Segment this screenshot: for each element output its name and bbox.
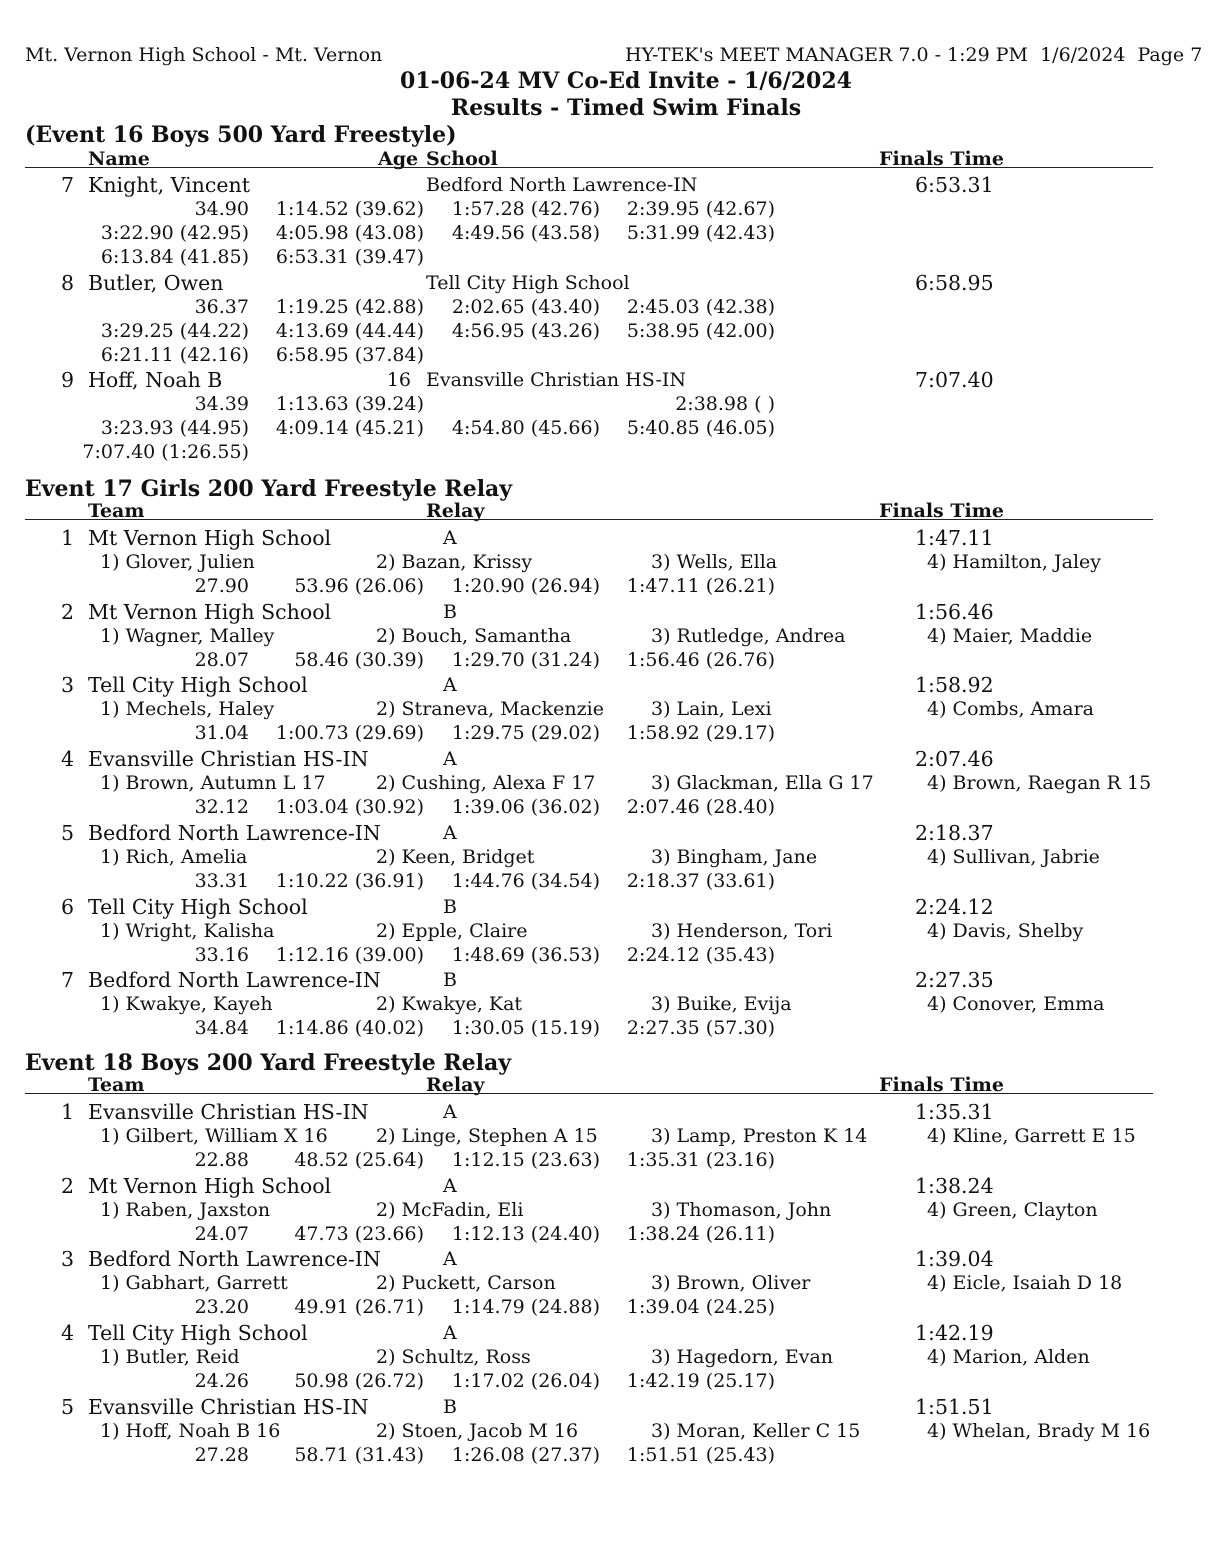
relay-letter: A [443, 1101, 457, 1123]
split-time: 1:12.16 (39.00) [275, 943, 424, 966]
split-time: 1:51.51 (25.43) [626, 1443, 775, 1466]
relay-swimmer: 3) Glackman, Ella G 17 [651, 772, 874, 795]
relay-letter: A [443, 1174, 457, 1197]
team-name: Bedford North Lawrence-IN [88, 968, 381, 993]
relay-swimmer: 1) Gabhart, Garrett [100, 1272, 288, 1295]
relay-swimmer: 1) Glover, Julien [100, 551, 255, 573]
relay-swimmer: 1) Butler, Reid [100, 1346, 240, 1369]
relay-swimmer: 2) Bazan, Krissy [376, 551, 533, 573]
relay-letter: A [443, 1322, 457, 1345]
result-place: 6 [60, 894, 74, 919]
team-name: Evansville Christian HS-IN [88, 1394, 369, 1419]
split-time: 6:53.31 (39.47) [275, 246, 424, 268]
split-time: 4:56.95 (43.26) [451, 320, 600, 342]
col-header-team: Team [88, 1074, 145, 1096]
split-time: 1:29.70 (31.24) [451, 648, 600, 671]
event-16-header-rule [25, 167, 1153, 168]
swimmer-name: Hoff, Noah B [88, 368, 223, 392]
swimmer-age: 16 [386, 369, 411, 391]
result-place: 5 [60, 1394, 74, 1419]
split-time: 28.07 [194, 648, 249, 671]
split-time: 1:12.15 (23.63) [451, 1149, 600, 1171]
relay-swimmer: 4) Marion, Alden [927, 1346, 1090, 1369]
split-time: 1:58.92 (29.17) [626, 722, 775, 745]
split-time: 1:39.06 (36.02) [451, 796, 600, 819]
relay-swimmer: 2) Kwakye, Kat [376, 993, 523, 1016]
team-name: Mt Vernon High School [88, 1173, 332, 1198]
relay-letter: A [443, 674, 457, 697]
team-name: Evansville Christian HS-IN [88, 1100, 369, 1124]
split-time: 47.73 (23.66) [294, 1222, 424, 1245]
relay-swimmer: 1) Wright, Kalisha [100, 919, 275, 942]
split-time: 5:31.99 (42.43) [626, 222, 775, 244]
finals-time: 1:38.24 [915, 1173, 994, 1198]
relay-swimmer: 1) Raben, Jaxston [100, 1198, 271, 1221]
school-name: Tell City High School [426, 272, 630, 294]
split-time: 1:35.31 (23.16) [626, 1149, 775, 1171]
relay-swimmer: 3) Moran, Keller C 15 [651, 1419, 861, 1442]
relay-swimmer: 4) Hamilton, Jaley [927, 551, 1101, 573]
split-time: 31.04 [194, 722, 249, 745]
relay-swimmer: 4) Kline, Garrett E 15 [927, 1125, 1136, 1147]
relay-swimmer: 2) Linge, Stephen A 15 [376, 1125, 598, 1147]
relay-swimmer: 3) Rutledge, Andrea [651, 624, 846, 647]
relay-swimmer: 3) Brown, Oliver [651, 1272, 811, 1295]
finals-time: 2:27.35 [915, 968, 994, 993]
event-16-title: (Event 16 Boys 500 Yard Freestyle) [25, 122, 457, 148]
relay-swimmer: 3) Bingham, Jane [651, 845, 818, 868]
relay-swimmer: 2) Keen, Bridget [376, 845, 535, 868]
finals-time: 7:07.40 [915, 368, 994, 392]
split-time: 1:48.69 (36.53) [451, 943, 600, 966]
split-time: 1:38.24 (26.11) [626, 1222, 775, 1245]
split-time: 1:20.90 (26.94) [451, 575, 600, 597]
team-name: Bedford North Lawrence-IN [88, 1247, 381, 1272]
col-header-team: Team [88, 500, 145, 522]
split-time: 1:14.79 (24.88) [451, 1296, 600, 1319]
event-17-title: Event 17 Girls 200 Yard Freestyle Relay [25, 476, 513, 502]
relay-swimmer: 2) Bouch, Samantha [376, 624, 572, 647]
school-name: Evansville Christian HS-IN [426, 369, 686, 391]
split-time: 6:21.11 (42.16) [100, 344, 249, 366]
team-name: Mt Vernon High School [88, 599, 332, 624]
split-time: 48.52 (25.64) [294, 1149, 424, 1171]
relay-swimmer: 1) Kwakye, Kayeh [100, 993, 273, 1016]
meet-title: 01-06-24 MV Co-Ed Invite - 1/6/2024 [400, 68, 852, 94]
relay-letter: A [443, 1248, 457, 1271]
finals-time: 6:58.95 [915, 271, 994, 295]
finals-time: 2:24.12 [915, 894, 994, 919]
split-time: 58.46 (30.39) [294, 648, 424, 671]
split-time: 58.71 (31.43) [294, 1443, 424, 1466]
swimmer-name: Knight, Vincent [88, 173, 250, 197]
header-software-info: HY-TEK's MEET MANAGER 7.0 - 1:29 PM 1/6/2024 Page 7 [625, 44, 1203, 66]
split-time: 2:39.95 (42.67) [626, 198, 775, 220]
relay-swimmer: 3) Lamp, Preston K 14 [651, 1125, 868, 1147]
split-time: 3:29.25 (44.22) [100, 320, 249, 342]
result-place: 7 [60, 968, 74, 993]
relay-swimmer: 1) Mechels, Haley [100, 698, 275, 721]
relay-swimmer: 3) Thomason, John [651, 1198, 832, 1221]
relay-letter: B [443, 1395, 457, 1418]
split-time: 2:02.65 (43.40) [451, 296, 600, 318]
relay-swimmer: 4) Eicle, Isaiah D 18 [927, 1272, 1123, 1295]
split-time: 1:14.86 (40.02) [275, 1017, 424, 1040]
team-name: Tell City High School [88, 673, 308, 698]
split-time: 1:13.63 (39.24) [275, 393, 424, 415]
col-header-finals-time: Finals Time [879, 500, 1004, 522]
split-time: 7:07.40 (1:26.55) [82, 441, 249, 463]
relay-swimmer: 4) Sullivan, Jabrie [927, 845, 1100, 868]
split-time: 2:18.37 (33.61) [626, 869, 775, 892]
split-time: 33.16 [194, 943, 249, 966]
result-place: 8 [60, 271, 74, 295]
relay-swimmer: 3) Buike, Evija [651, 993, 792, 1016]
finals-time: 1:58.92 [915, 673, 994, 698]
relay-swimmer: 4) Whelan, Brady M 16 [927, 1419, 1151, 1442]
relay-swimmer: 2) Stoen, Jacob M 16 [376, 1419, 579, 1442]
split-time: 27.28 [194, 1443, 249, 1466]
split-time: 2:24.12 (35.43) [626, 943, 775, 966]
event-18-title: Event 18 Boys 200 Yard Freestyle Relay [25, 1050, 512, 1076]
col-header-age: Age [378, 148, 419, 170]
split-time: 1:39.04 (24.25) [626, 1296, 775, 1319]
split-time: 1:12.13 (24.40) [451, 1222, 600, 1245]
col-header-finals-time: Finals Time [879, 1074, 1004, 1096]
split-time: 1:29.75 (29.02) [451, 722, 600, 745]
split-time: 1:17.02 (26.04) [451, 1370, 600, 1393]
split-time: 1:56.46 (26.76) [626, 648, 775, 671]
result-place: 3 [60, 1247, 74, 1272]
result-place: 5 [60, 820, 74, 845]
result-place: 3 [60, 673, 74, 698]
split-time: 24.07 [194, 1222, 249, 1245]
finals-time: 6:53.31 [915, 173, 994, 197]
split-time: 2:38.98 ( ) [675, 393, 775, 415]
split-time: 53.96 (26.06) [294, 575, 424, 597]
split-time: 3:23.93 (44.95) [100, 417, 249, 439]
school-name: Bedford North Lawrence-IN [426, 174, 698, 196]
split-time: 1:00.73 (29.69) [275, 722, 424, 745]
team-name: Mt Vernon High School [88, 526, 332, 550]
split-time: 4:05.98 (43.08) [275, 222, 424, 244]
split-time: 5:38.95 (42.00) [626, 320, 775, 342]
split-time: 5:40.85 (46.05) [626, 417, 775, 439]
relay-swimmer: 4) Davis, Shelby [927, 919, 1084, 942]
relay-swimmer: 1) Brown, Autumn L 17 [100, 772, 326, 795]
split-time: 32.12 [194, 796, 249, 819]
relay-swimmer: 3) Lain, Lexi [651, 698, 772, 721]
relay-swimmer: 3) Henderson, Tori [651, 919, 833, 942]
split-time: 34.90 [194, 198, 249, 220]
col-header-relay: Relay [426, 500, 485, 522]
finals-time: 1:42.19 [915, 1321, 994, 1346]
team-name: Bedford North Lawrence-IN [88, 820, 381, 845]
split-time: 2:27.35 (57.30) [626, 1017, 775, 1040]
result-place: 9 [60, 368, 74, 392]
col-header-relay: Relay [426, 1074, 485, 1096]
split-time: 1:26.08 (27.37) [451, 1443, 600, 1466]
col-header-name: Name [88, 148, 150, 170]
finals-time: 1:39.04 [915, 1247, 994, 1272]
split-time: 36.37 [194, 296, 249, 318]
result-place: 7 [60, 173, 74, 197]
split-time: 27.90 [194, 575, 249, 597]
relay-swimmer: 4) Maier, Maddie [927, 624, 1093, 647]
team-name: Evansville Christian HS-IN [88, 747, 369, 772]
finals-time: 2:18.37 [915, 820, 994, 845]
finals-time: 2:07.46 [915, 747, 994, 772]
relay-swimmer: 4) Brown, Raegan R 15 [927, 772, 1152, 795]
split-time: 1:44.76 (34.54) [451, 869, 600, 892]
result-place: 4 [60, 747, 74, 772]
event-17-header-rule [25, 519, 1153, 520]
swimmer-name: Butler, Owen [88, 271, 224, 295]
result-place: 2 [60, 1173, 74, 1198]
split-time: 1:57.28 (42.76) [451, 198, 600, 220]
split-time: 1:42.19 (25.17) [626, 1370, 775, 1393]
relay-swimmer: 1) Rich, Amelia [100, 845, 248, 868]
split-time: 4:13.69 (44.44) [275, 320, 424, 342]
relay-swimmer: 2) Cushing, Alexa F 17 [376, 772, 596, 795]
split-time: 33.31 [194, 869, 249, 892]
col-header-school: School [426, 148, 498, 170]
relay-swimmer: 2) Schultz, Ross [376, 1346, 531, 1369]
relay-swimmer: 4) Conover, Emma [927, 993, 1105, 1016]
split-time: 4:09.14 (45.21) [275, 417, 424, 439]
relay-swimmer: 2) Epple, Claire [376, 919, 528, 942]
result-place: 1 [60, 526, 74, 550]
relay-swimmer: 3) Wells, Ella [651, 551, 778, 573]
team-name: Tell City High School [88, 1321, 308, 1346]
relay-letter: B [443, 895, 457, 918]
relay-letter: B [443, 600, 457, 623]
split-time: 6:58.95 (37.84) [275, 344, 424, 366]
split-time: 3:22.90 (42.95) [100, 222, 249, 244]
relay-swimmer: 1) Gilbert, William X 16 [100, 1125, 328, 1147]
split-time: 4:49.56 (43.58) [451, 222, 600, 244]
split-time: 1:14.52 (39.62) [275, 198, 424, 220]
relay-swimmer: 2) McFadin, Eli [376, 1198, 524, 1221]
relay-swimmer: 2) Straneva, Mackenzie [376, 698, 604, 721]
relay-swimmer: 1) Hoff, Noah B 16 [100, 1419, 281, 1442]
relay-swimmer: 3) Hagedorn, Evan [651, 1346, 834, 1369]
relay-letter: A [443, 748, 457, 771]
result-place: 4 [60, 1321, 74, 1346]
split-time: 23.20 [194, 1296, 249, 1319]
split-time: 50.98 (26.72) [294, 1370, 424, 1393]
header-meet-location: Mt. Vernon High School - Mt. Vernon [25, 44, 383, 66]
split-time: 34.84 [194, 1017, 249, 1040]
results-subtitle: Results - Timed Swim Finals [450, 95, 802, 121]
finals-time: 1:35.31 [915, 1100, 994, 1124]
finals-time: 1:56.46 [915, 599, 994, 624]
relay-swimmer: 1) Wagner, Malley [100, 624, 275, 647]
result-place: 2 [60, 599, 74, 624]
split-time: 24.26 [194, 1370, 249, 1393]
col-header-finals-time: Finals Time [879, 148, 1004, 170]
split-time: 6:13.84 (41.85) [100, 246, 249, 268]
event-18-header-rule [25, 1093, 1153, 1094]
split-time: 22.88 [194, 1149, 249, 1171]
split-time: 2:07.46 (28.40) [626, 796, 775, 819]
split-time: 49.91 (26.71) [294, 1296, 424, 1319]
team-name: Tell City High School [88, 894, 308, 919]
relay-letter: A [443, 821, 457, 844]
relay-swimmer: 4) Green, Clayton [927, 1198, 1098, 1221]
split-time: 1:19.25 (42.88) [275, 296, 424, 318]
result-place: 1 [60, 1100, 74, 1124]
relay-swimmer: 2) Puckett, Carson [376, 1272, 556, 1295]
split-time: 4:54.80 (45.66) [451, 417, 600, 439]
split-time: 1:47.11 (26.21) [626, 575, 775, 597]
split-time: 34.39 [194, 393, 249, 415]
relay-swimmer: 4) Combs, Amara [927, 698, 1095, 721]
finals-time: 1:51.51 [915, 1394, 994, 1419]
relay-letter: B [443, 969, 457, 992]
split-time: 1:10.22 (36.91) [275, 869, 424, 892]
split-time: 1:03.04 (30.92) [275, 796, 424, 819]
relay-letter: A [443, 527, 457, 549]
split-time: 2:45.03 (42.38) [626, 296, 775, 318]
split-time: 1:30.05 (15.19) [451, 1017, 600, 1040]
finals-time: 1:47.11 [915, 526, 994, 550]
